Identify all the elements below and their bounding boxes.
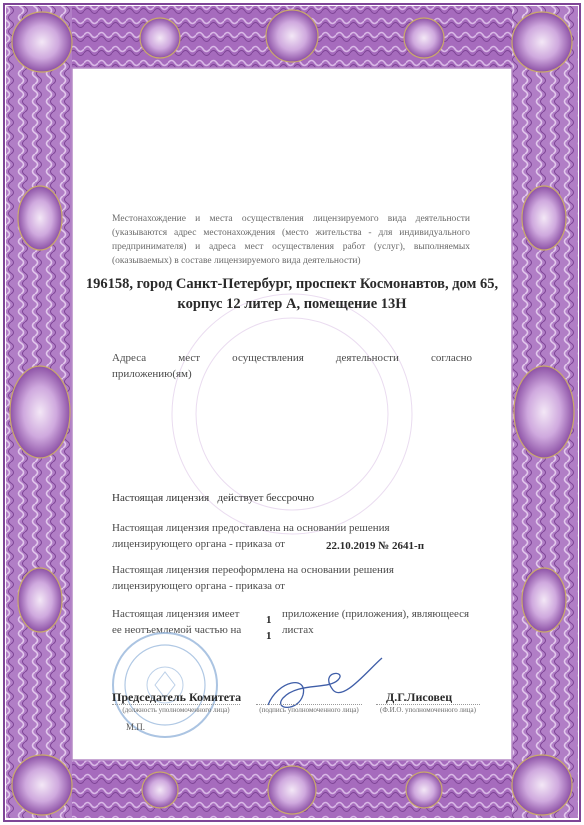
appendix-text-1: приложение (приложения), являющееся xyxy=(282,608,470,620)
granted-line-2: лицензирующего органа - приказа от xyxy=(112,538,285,550)
annex-note-line-2: приложению(ям) xyxy=(112,368,192,380)
position-caption: (должность уполномоченного лица) xyxy=(112,704,240,714)
granted-order: 22.10.2019 № 2641-п xyxy=(326,540,425,552)
signatory-name: Д.Г.Лисовец xyxy=(386,690,453,704)
address-line-2: корпус 12 литер А, помещение 13Н xyxy=(177,296,407,312)
signature-caption: (подпись уполномоченного лица) xyxy=(256,704,362,714)
sheet-count: 1 xyxy=(266,630,272,642)
appendix-count: 1 xyxy=(266,614,272,626)
validity-value: действует бессрочно xyxy=(217,492,315,504)
signatory-position: Председатель Комитета xyxy=(112,690,242,704)
annex-note-line-1: Адреса мест осуществления деятельности согласно xyxy=(112,352,472,364)
stamp-place-label: М.П. xyxy=(126,722,146,732)
validity-row xyxy=(112,490,314,506)
reissued-line-1: Настоящая лицензия переоформлена на основании решения xyxy=(112,564,394,576)
appendix-text-2: листах xyxy=(282,624,314,636)
reissued-line-2: лицензирующего органа - приказа от xyxy=(112,580,285,592)
validity-label: Настоящая лицензия xyxy=(112,492,210,504)
address-line-1: 196158, город Санкт-Петербург, проспект Космонавтов, дом 65, xyxy=(85,276,499,292)
granted-line-1: Настоящая лицензия предоставлена на основании решения xyxy=(112,522,390,534)
appendix-line-1: Настоящая лицензия имеет xyxy=(112,608,240,620)
appendix-line-2: ее неотъемлемой частью на xyxy=(112,624,242,636)
name-caption: (Ф.И.О. уполномоченного лица) xyxy=(376,704,480,714)
location-heading: Местонахождение и места осуществления лицензируемого вида деятельности (указываются адрес местонахождения (место жительства - для индивидуального предпринимателя) и адреса мест осуществления работ (услуг), выполняемых (оказываемых) в составе лицензируемого вида деятельности) xyxy=(112,214,470,266)
